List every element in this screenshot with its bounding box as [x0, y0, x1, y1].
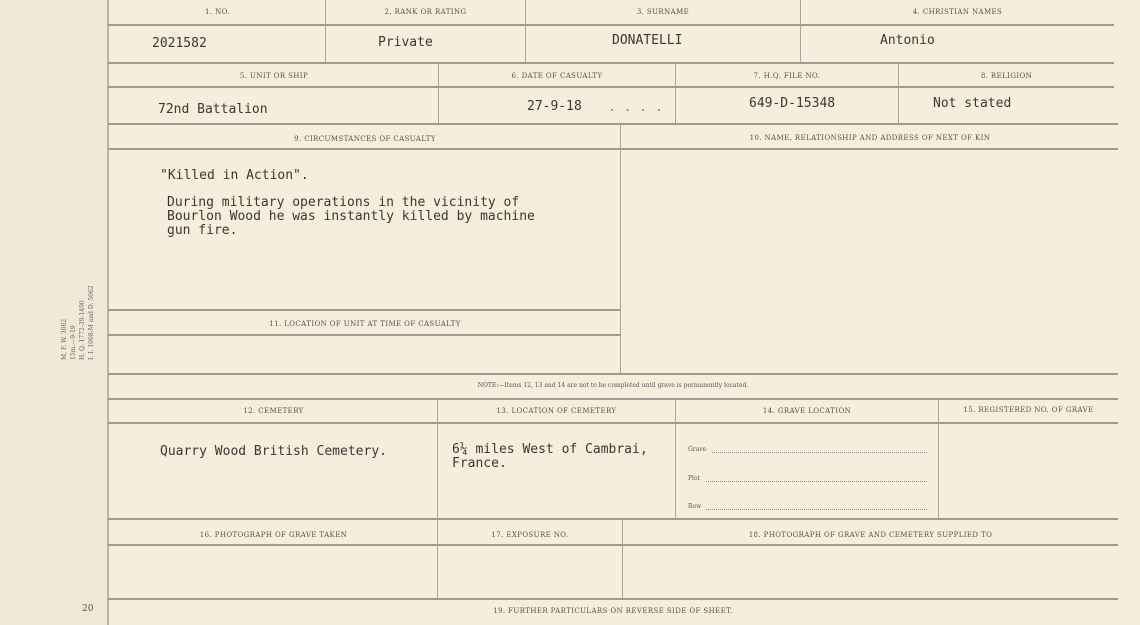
- date-dots: . . . .: [608, 100, 663, 115]
- file-no-value: 649-D-15348: [749, 96, 836, 111]
- cemetery-location-line-2: France.: [452, 456, 507, 471]
- header-location-unit: 11. LOCATION OF UNIT AT TIME OF CASUALTY: [269, 320, 461, 328]
- header-religion: 8. RELIGION: [980, 72, 1033, 80]
- sheet-number: 20: [82, 604, 94, 614]
- header-circumstances: 9. CIRCUMSTANCES OF CASUALTY: [294, 135, 436, 143]
- header-grave-location: 14. GRAVE LOCATION: [762, 407, 852, 415]
- christian-names-value: Antonio: [880, 33, 935, 48]
- margin-line-4: I. I. 1008-M and D. 5062: [88, 285, 95, 360]
- header-no: 1. NO.: [205, 8, 230, 16]
- side-margin-note: [60, 280, 110, 360]
- margin-line-2: 15m.—9-19: [70, 325, 77, 360]
- date-value: 27-9-18: [527, 99, 582, 114]
- header-rank: 2. RANK OR RATING: [384, 8, 467, 16]
- header-photograph: 16. PHOTOGRAPH OF GRAVE TAKEN: [199, 531, 348, 539]
- plot-label: Plot: [688, 475, 700, 482]
- circumstance-title: "Killed in Action".: [160, 168, 309, 183]
- margin-line-3: H. Q. 1772-39-1490: [79, 300, 86, 360]
- note-text: NOTE:—Items 12, 13 and 14 are not to be completed until grave is permanently located.: [477, 382, 749, 389]
- surname-value: DONATELLI: [612, 33, 683, 48]
- header-cemetery: 12. CEMETERY: [243, 407, 304, 415]
- religion-value: Not stated: [933, 96, 1012, 111]
- circumstance-line-2: Bourlon Wood he was instantly killed by machine: [167, 209, 535, 224]
- cemetery-location-line-1: 6¼ miles West of Cambrai,: [452, 442, 648, 457]
- header-next-of-kin: 10. NAME, RELATIONSHIP AND ADDRESS OF NEXT OF KIN: [749, 134, 991, 142]
- circumstance-line-3: gun fire.: [167, 223, 238, 238]
- header-file-no: 7. H.Q. FILE NO.: [753, 72, 821, 80]
- header-unit: 5. UNIT OR SHIP: [239, 72, 309, 80]
- header-cemetery-location: 13. LOCATION OF CEMETERY: [496, 407, 617, 415]
- header-christian-names: 4. CHRISTIAN NAMES: [912, 8, 1003, 16]
- header-photograph-supplied: 18. PHOTOGRAPH OF GRAVE AND CEMETERY SUPPLIED TO: [748, 531, 993, 539]
- header-surname: 3. SURNAME: [636, 8, 690, 16]
- service-number: 2021582: [152, 36, 207, 51]
- footer-particulars: 19. FURTHER PARTICULARS ON REVERSE SIDE OF SHEET.: [493, 607, 733, 615]
- header-date: 6. DATE OF CASUALTY: [511, 72, 603, 80]
- header-registered-no: 15. REGISTERED NO. OF GRAVE: [963, 406, 1094, 414]
- margin-line-1: M. F. W. 3062: [61, 318, 68, 360]
- circumstance-line-1: During military operations in the vicinity of: [167, 195, 520, 210]
- row-label: Row: [688, 503, 702, 510]
- grave-label: Grave: [688, 446, 707, 453]
- cemetery-value: Quarry Wood British Cemetery.: [160, 444, 387, 459]
- unit-value: 72nd Battalion: [158, 102, 268, 117]
- rank-value: Private: [378, 35, 433, 50]
- header-exposure: 17. EXPOSURE NO.: [491, 531, 569, 539]
